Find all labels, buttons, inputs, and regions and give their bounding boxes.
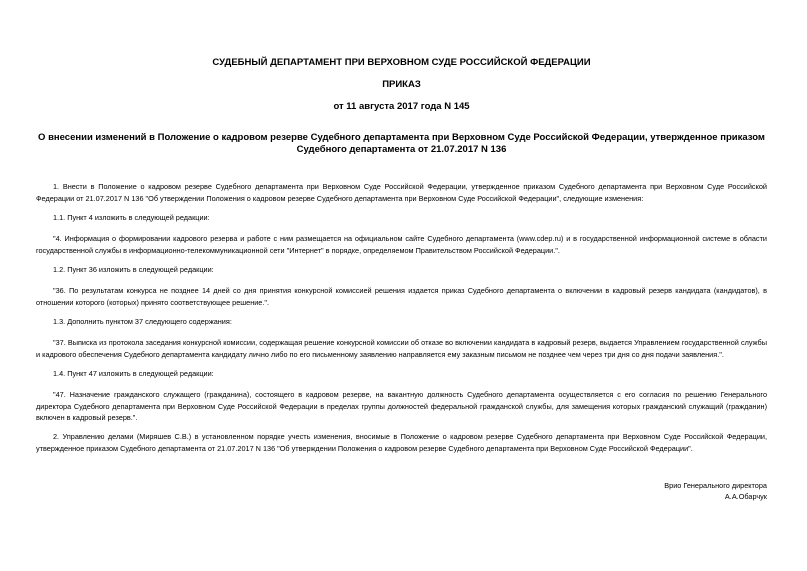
document-subject-heading: О внесении изменений в Положение о кадровом резерве Судебного департамента при Верховном Суде Российской Федерации, утвержденное приказом Судебного департамента от 21.07.2017 N 136	[38, 132, 765, 155]
paragraph-1-1-text: "4. Информация о формировании кадрового резерва и работе с ним размещается на официальном сайте Судебного департамента (www.cdep.ru) и в государственной информационной системе в области государственной службы в информационно-телекоммуникационной сети "Интернет" в порядке, определяемом Правительством Российской Федерации.".	[36, 234, 767, 255]
paragraph-1-1: 1.1. Пункт 4 изложить в следующей редакции:	[53, 213, 210, 222]
organization-heading: СУДЕБНЫЙ ДЕПАРТАМЕНТ ПРИ ВЕРХОВНОМ СУДЕ РОССИЙСКОЙ ФЕДЕРАЦИИ	[212, 57, 591, 68]
document-page	[36, 0, 767, 571]
date-number-heading: от 11 августа 2017 года N 145	[333, 101, 470, 112]
paragraph-2: 2. Управлению делами (Миряшев С.В.) в установленном порядке учесть изменения, вносимые в Положение о кадровом резерве Судебного департамента при Верховном Суде Российской Федерации, утвержденное приказом Судебного департамента от 21.07.2017 N 136 "Об утверждении Положения о кадровом резерве Судебного департамента при Верховном Суде Российской Федерации".	[36, 432, 767, 453]
paragraph-1-4-text: "47. Назначение гражданского служащего (гражданина), состоящего в кадровом резерве, на вакантную должность Судебного департамента осуществляется с его согласия по решению Генерального директора Судебного департамента при Верховном Суде Российской Федерации в пределах группы должностей федеральной гражданской службы, для замещения которых гражданский служащий (гражданин) включен в кадровый резерв.".	[36, 390, 767, 422]
signature-position: Врио Генерального директора	[664, 481, 767, 490]
paragraph-1: 1. Внести в Положение о кадровом резерве Судебного департамента при Верховном Суде Российской Федерации, утвержденное приказом Судебного департамента при Верховном Суде Российской Федерации от 21.07.2017 N 136 "Об утверждении Положения о кадровом резерве Судебного департамента при Верховном Суде Российской Федерации", следующие изменения:	[36, 182, 767, 203]
paragraph-1-3: 1.3. Дополнить пунктом 37 следующего содержания:	[53, 317, 232, 326]
paragraph-1-2-text: "36. По результатам конкурса не позднее 14 дней со дня принятия конкурсной комиссией решения издается приказ Судебного департамента о включении в кадровый резерв кандидата (кандидатов), в отношении которого (которых) принято соответствующее решение.".	[36, 286, 767, 307]
signature-name: А.А.Обарчук	[724, 492, 767, 501]
paragraph-1-2: 1.2. Пункт 36 изложить в следующей редакции:	[53, 265, 214, 274]
document-type-heading: ПРИКАЗ	[382, 79, 421, 90]
paragraph-1-4: 1.4. Пункт 47 изложить в следующей редакции:	[53, 369, 214, 378]
paragraph-1-3-text: "37. Выписка из протокола заседания конкурсной комиссии, содержащая решение конкурсной комиссии об отказе во включении кандидата в кадровый резерв, выдается Управлением государственной службы и кадрового обеспечения Судебного департамента кандидату лично либо по его письменному заявлению направляется ему заказным письмом не позднее чем через три дня со дня подачи заявления.".	[36, 338, 767, 359]
